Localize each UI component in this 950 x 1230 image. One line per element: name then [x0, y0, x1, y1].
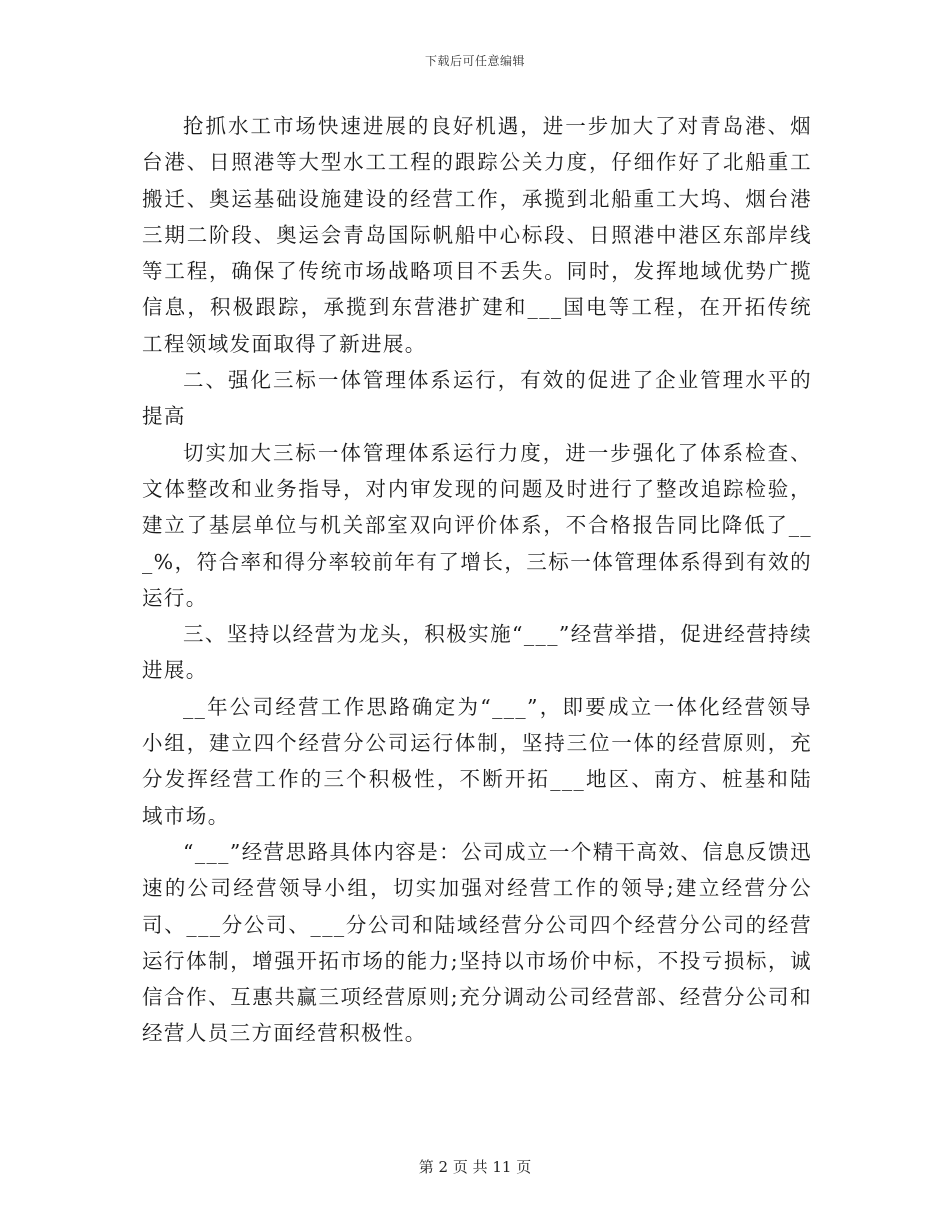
section-heading-operations: 三、坚持以经营为龙头，积极实施“___”经营举措，促进经营持续进展。 [142, 622, 812, 683]
section-heading-management-system: 二、强化三标一体管理体系运行，有效的促进了企业管理水平的提高 [142, 368, 812, 429]
paragraph-management-system: 切实加大三标一体管理体系运行力度，进一步强化了体系检查、文体整改和业务指导，对内审发现的问题及时进行了整改追踪检验，建立了基层单位与机关部室双向评价体系，不合格报告同比降低了___%，符合率和得分率较前年有了增长，三标一体管理体系得到有效的运行。 [142, 440, 812, 610]
paragraph-operations-strategy: __年公司经营工作思路确定为“___”，即要成立一体化经营领导小组，建立四个经营分公司运行体制，坚持三位一体的经营原则，充分发挥经营工作的三个积极性，不断开拓___地区、南方、桩基和陆域市场。 [142, 694, 812, 828]
paragraph-operations-details: “___”经营思路具体内容是：公司成立一个精干高效、信息反馈迅速的公司经营领导小组，切实加强对经营工作的领导;建立经营分公司、___分公司、___分公司和陆域经营分公司四个经营分公司的经营运行体制，增强开拓市场的能力;坚持以市场价中标，不投亏损标，诚信合作、互惠共赢三项经营原则;充分调动公司经营部、经营分公司和经营人员三方面经营积极性。 [142, 839, 812, 1046]
header-note: 下载后可任意编辑 [424, 54, 525, 68]
document-body [142, 108, 812, 1052]
paragraph-market-expansion: 抢抓水工市场快速进展的良好机遇，进一步加大了对青岛港、烟台港、日照港等大型水工工程的跟踪公关力度，仔细作好了北船重工搬迁、奥运基础设施建设的经营工作，承揽到北船重工大坞、烟台港三期二阶段、奥运会青岛国际帆船中心标段、日照港中港区东部岸线等工程，确保了传统市场战略项目不丢失。同时，发挥地域优势广揽信息，积极跟踪，承揽到东营港扩建和___国电等工程，在开拓传统工程领域发面取得了新进展。 [142, 114, 812, 356]
page-number: 第 2 页 共 11 页 [418, 1158, 532, 1176]
